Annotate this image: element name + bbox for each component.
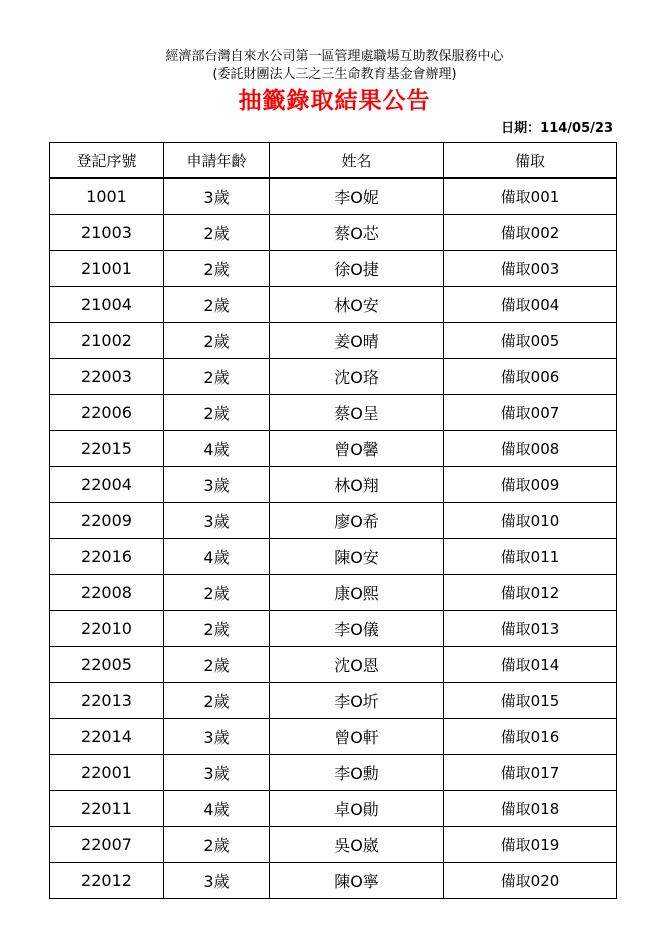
cell-waitlist: 備取011: [444, 539, 617, 575]
cell-waitlist: 備取002: [444, 215, 617, 251]
cell-applied-age: 2歲: [164, 827, 270, 863]
cell-waitlist: 備取015: [444, 683, 617, 719]
cell-name: 康O熙: [270, 575, 444, 611]
cell-waitlist: 備取013: [444, 611, 617, 647]
cell-applied-age: 2歲: [164, 251, 270, 287]
cell-applied-age: 4歲: [164, 791, 270, 827]
column-header-applied-age: 申請年齡: [164, 143, 270, 179]
cell-waitlist: 備取003: [444, 251, 617, 287]
cell-registration-number: 21001: [50, 251, 164, 287]
cell-waitlist: 備取001: [444, 178, 617, 215]
table-row: [50, 755, 617, 791]
table-row: [50, 323, 617, 359]
cell-name: 林O翔: [270, 467, 444, 503]
announcement-date: 日期：114/05/23: [501, 121, 613, 136]
table-row: [50, 539, 617, 575]
table-row: [50, 467, 617, 503]
cell-applied-age: 2歲: [164, 611, 270, 647]
cell-waitlist: 備取014: [444, 647, 617, 683]
table-row: [50, 791, 617, 827]
cell-name: 沈O珞: [270, 359, 444, 395]
cell-waitlist: 備取009: [444, 467, 617, 503]
cell-registration-number: 22014: [50, 719, 164, 755]
cell-waitlist: 備取016: [444, 719, 617, 755]
page-title: 抽籤錄取結果公告: [238, 88, 431, 114]
cell-registration-number: 22013: [50, 683, 164, 719]
column-header-name: 姓名: [270, 143, 444, 179]
cell-waitlist: 備取006: [444, 359, 617, 395]
table-row: [50, 575, 617, 611]
cell-waitlist: 備取007: [444, 395, 617, 431]
cell-registration-number: 21004: [50, 287, 164, 323]
table-row: [50, 359, 617, 395]
cell-name: 李O圻: [270, 683, 444, 719]
table-row: [50, 395, 617, 431]
cell-applied-age: 3歲: [164, 467, 270, 503]
cell-name: 李O勳: [270, 755, 444, 791]
table-row: [50, 215, 617, 251]
cell-applied-age: 3歲: [164, 178, 270, 215]
cell-name: 陳O安: [270, 539, 444, 575]
table-row: [50, 178, 617, 215]
cell-name: 廖O希: [270, 503, 444, 539]
cell-waitlist: 備取018: [444, 791, 617, 827]
cell-registration-number: 22003: [50, 359, 164, 395]
table-body: [50, 178, 617, 899]
table-row: [50, 719, 617, 755]
table-row: [50, 251, 617, 287]
column-header-registration-number: 登記序號: [50, 143, 164, 179]
cell-registration-number: 22015: [50, 431, 164, 467]
cell-name: 蔡O芯: [270, 215, 444, 251]
cell-registration-number: 21003: [50, 215, 164, 251]
cell-registration-number: 22012: [50, 863, 164, 899]
cell-applied-age: 2歲: [164, 359, 270, 395]
organization-name: 經濟部台灣自來水公司第一區管理處職場互助教保服務中心: [165, 49, 504, 64]
cell-applied-age: 2歲: [164, 323, 270, 359]
cell-name: 蔡O呈: [270, 395, 444, 431]
cell-waitlist: 備取019: [444, 827, 617, 863]
cell-applied-age: 4歲: [164, 431, 270, 467]
cell-waitlist: 備取020: [444, 863, 617, 899]
cell-registration-number: 22009: [50, 503, 164, 539]
cell-waitlist: 備取004: [444, 287, 617, 323]
cell-name: 曾O馨: [270, 431, 444, 467]
cell-name: 林O安: [270, 287, 444, 323]
cell-registration-number: 22005: [50, 647, 164, 683]
cell-applied-age: 3歲: [164, 863, 270, 899]
cell-registration-number: 22001: [50, 755, 164, 791]
table-header-row: [50, 143, 617, 179]
cell-applied-age: 3歲: [164, 719, 270, 755]
cell-waitlist: 備取012: [444, 575, 617, 611]
cell-waitlist: 備取010: [444, 503, 617, 539]
table-row: [50, 611, 617, 647]
table-row: [50, 863, 617, 899]
cell-applied-age: 2歲: [164, 647, 270, 683]
cell-applied-age: 4歲: [164, 539, 270, 575]
cell-registration-number: 21002: [50, 323, 164, 359]
cell-registration-number: 22010: [50, 611, 164, 647]
cell-name: 徐O捷: [270, 251, 444, 287]
table-row: [50, 503, 617, 539]
cell-applied-age: 2歲: [164, 683, 270, 719]
cell-registration-number: 1001: [50, 178, 164, 215]
cell-name: 沈O恩: [270, 647, 444, 683]
cell-registration-number: 22007: [50, 827, 164, 863]
table-row: [50, 287, 617, 323]
column-header-waitlist: 備取: [444, 143, 617, 179]
cell-applied-age: 2歲: [164, 215, 270, 251]
cell-name: 曾O軒: [270, 719, 444, 755]
cell-registration-number: 22016: [50, 539, 164, 575]
cell-waitlist: 備取005: [444, 323, 617, 359]
cell-applied-age: 3歲: [164, 755, 270, 791]
cell-waitlist: 備取008: [444, 431, 617, 467]
lottery-results-table: [49, 142, 617, 899]
cell-name: 陳O寧: [270, 863, 444, 899]
cell-waitlist: 備取017: [444, 755, 617, 791]
cell-name: 姜O晴: [270, 323, 444, 359]
cell-name: 卓O勛: [270, 791, 444, 827]
table-row: [50, 683, 617, 719]
cell-name: 吳O崴: [270, 827, 444, 863]
organization-subtitle: (委託財團法人三之三生命教育基金會辦理): [212, 67, 457, 82]
cell-applied-age: 3歲: [164, 503, 270, 539]
cell-name: 李O儀: [270, 611, 444, 647]
cell-applied-age: 2歲: [164, 395, 270, 431]
cell-registration-number: 22004: [50, 467, 164, 503]
cell-name: 李O妮: [270, 178, 444, 215]
table-row: [50, 431, 617, 467]
table-row: [50, 827, 617, 863]
cell-registration-number: 22008: [50, 575, 164, 611]
cell-registration-number: 22006: [50, 395, 164, 431]
table-row: [50, 647, 617, 683]
cell-applied-age: 2歲: [164, 287, 270, 323]
cell-applied-age: 2歲: [164, 575, 270, 611]
cell-registration-number: 22011: [50, 791, 164, 827]
